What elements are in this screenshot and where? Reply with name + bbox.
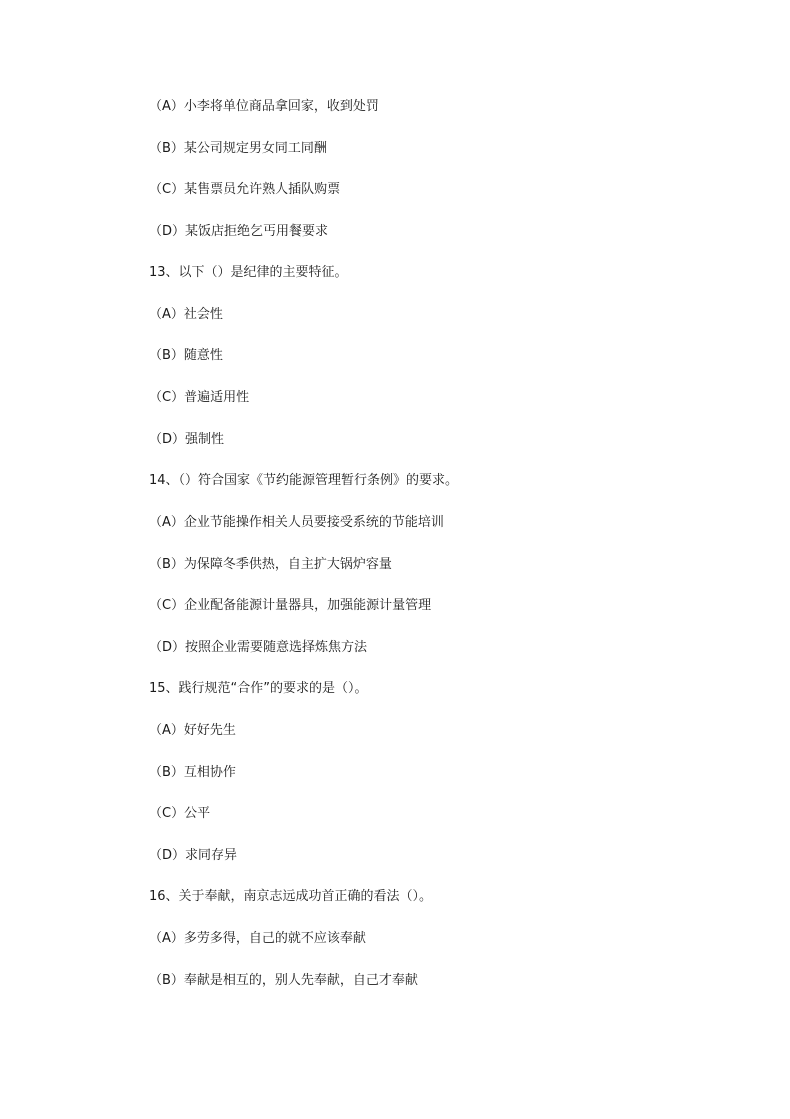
option-line: （D）按照企业需要随意选择炼焦方法 <box>149 640 368 655</box>
option-line: （C）企业配备能源计量器具，加强能源计量管理 <box>149 598 432 613</box>
option-line: （B）奉献是相互的，别人先奉献，自己才奉献 <box>149 973 418 988</box>
option-line: （A）社会性 <box>149 307 223 322</box>
option-line: （B）互相协作 <box>149 765 236 780</box>
question-line: 13、以下（）是纪律的主要特征。 <box>149 265 348 280</box>
option-line: （B）为保障冬季供热，自主扩大锅炉容量 <box>149 557 392 572</box>
option-line: （D）强制性 <box>149 432 225 447</box>
option-line: （D）求同存异 <box>149 848 238 863</box>
question-line: 16、关于奉献，南京志远成功首正确的看法（）。 <box>149 889 433 904</box>
option-line: （A）企业节能操作相关人员要接受系统的节能培训 <box>149 515 444 530</box>
option-line: （A）多劳多得，自己的就不应该奉献 <box>149 931 366 946</box>
option-line: （A）小李将单位商品拿回家，收到处罚 <box>149 99 379 114</box>
option-line: （B）某公司规定男女同工同酬 <box>149 141 327 156</box>
question-line: 15、践行规范“合作”的要求的是（）。 <box>149 681 368 696</box>
option-line: （D）某饭店拒绝乞丐用餐要求 <box>149 224 329 239</box>
option-line: （A）好好先生 <box>149 723 236 738</box>
option-line: （C）普遍适用性 <box>149 390 250 405</box>
option-line: （C）某售票员允许熟人插队购票 <box>149 182 341 197</box>
option-line: （C）公平 <box>149 806 211 821</box>
question-line: 14、（）符合国家《节约能源管理暂行条例》的要求。 <box>149 473 459 488</box>
option-line: （B）随意性 <box>149 348 223 363</box>
